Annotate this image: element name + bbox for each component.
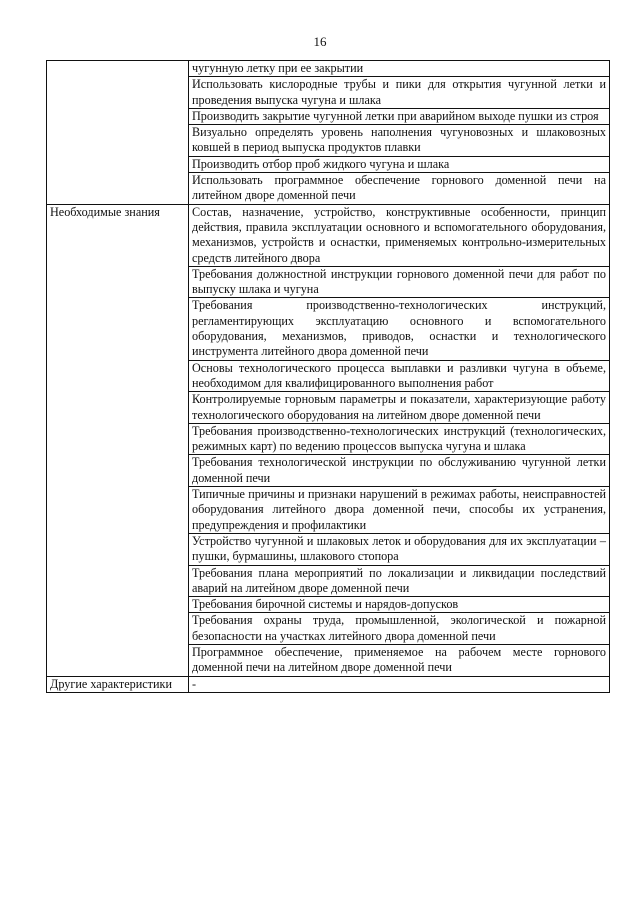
table-cell: Программное обеспечение, применяемое на рабочем месте горнового доменной печи на литейном дворе доменной печи [189, 644, 610, 676]
table-cell: Использовать программное обеспечение горнового доменной печи на литейном дворе доменной печи [189, 173, 610, 205]
other-characteristics-label: Другие характеристики [47, 676, 189, 692]
page-number: 16 [313, 34, 327, 49]
table-cell: Состав, назначение, устройство, конструктивные особенности, принцип действия, правила эксплуатации основного и вспомогательного оборудования, механизмов, устройств и оснастки, применяемых контрольно-измерительных средств литейного двора [189, 204, 610, 266]
table-cell: Производить закрытие чугунной летки при аварийном выходе пушки из строя [189, 108, 610, 124]
table-cell: Требования производственно-технологических инструкций (технологических, режимных карт) по ведению процессов выпуска чугуна и шлака [189, 423, 610, 455]
table-cell: Типичные причины и признаки нарушений в режимах работы, неисправностей оборудования литейного двора доменной печи, способы их устранения, предупреждения и профилактики [189, 487, 610, 534]
table-cell: Контролируемые горновым параметры и показатели, характеризующие работу технологического оборудования на литейном дворе доменной печи [189, 392, 610, 424]
table-cell: Требования технологической инструкции по обслуживанию чугунной летки доменной печи [189, 455, 610, 487]
table-cell: Визуально определять уровень наполнения чугуновозных и шлаковозных ковшей в период выпуска продуктов плавки [189, 125, 610, 157]
table-cell: Требования производственно-технологических инструкций, регламентирующих эксплуатацию основного и вспомогательного оборудования, механизмов, приводов, оснастки и технологического инструмента литейного двора доменной печи [189, 298, 610, 360]
table-row [47, 61, 610, 77]
table-row [47, 204, 610, 266]
specification-table [46, 60, 610, 693]
other-characteristics-value: - [189, 676, 610, 692]
table-cell: чугунную летку при ее закрытии [189, 61, 610, 77]
table-cell: Требования бирочной системы и нарядов-допусков [189, 597, 610, 613]
table-cell: Требования охраны труда, промышленной, экологической и пожарной безопасности на участках литейного двора доменной печи [189, 613, 610, 645]
table-cell: Устройство чугунной и шлаковых леток и оборудования для их эксплуатации – пушки, бурмашины, шлакового стопора [189, 533, 610, 565]
first-group-label [47, 61, 189, 205]
table-cell: Требования плана мероприятий по локализации и ликвидации последствий аварий на литейном дворе доменной печи [189, 565, 610, 597]
table-cell: Требования должностной инструкции горнового доменной печи для работ по выпуску шлака и чугуна [189, 266, 610, 298]
table-cell: Основы технологического процесса выплавки и разливки чугуна в объеме, необходимом для квалифицированного выполнения работ [189, 360, 610, 392]
knowledge-label: Необходимые знания [47, 204, 189, 676]
table-cell: Производить отбор проб жидкого чугуна и шлака [189, 156, 610, 172]
table-cell: Использовать кислородные трубы и пики для открытия чугунной летки и проведения выпуска чугуна и шлака [189, 77, 610, 109]
table-row [47, 676, 610, 692]
